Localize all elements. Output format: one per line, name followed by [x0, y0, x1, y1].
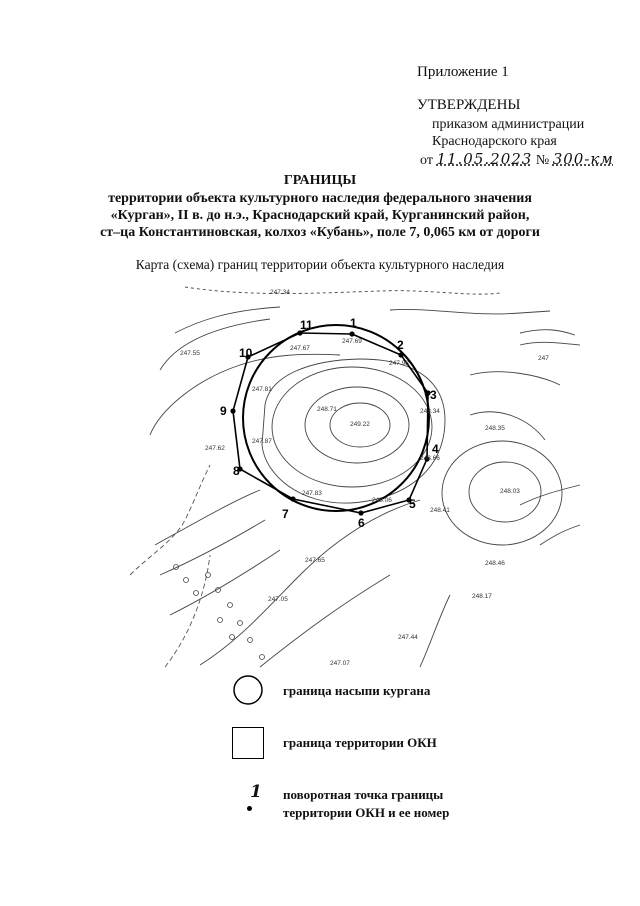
point-label-2: 2 [397, 338, 404, 352]
contour-lines [150, 287, 580, 667]
appendix-label: Приложение 1 [417, 64, 509, 80]
legend-mound-symbol [230, 675, 270, 707]
elevation-mark: 248.66 [420, 455, 440, 462]
elevation-mark: 247.83 [302, 490, 322, 497]
date-value: 11.05.2023 [436, 150, 533, 168]
elevation-mark: 247.34 [270, 289, 290, 296]
legend-point-label-1: поворотная точка границы [283, 787, 444, 802]
legend-point-symbol [240, 784, 260, 820]
title-line-1: территории объекта культурного наследия федерального значения [108, 191, 532, 206]
elevation-mark: 247.65 [305, 557, 325, 564]
number-value: 300-км [552, 150, 614, 168]
elevation-mark: 247.87 [252, 438, 272, 445]
order-date-line [420, 151, 614, 169]
point-label-3: 3 [430, 388, 437, 402]
elevation-mark: 247.81 [252, 386, 272, 393]
document-heading: ГРАНИЦЫ [283, 173, 357, 188]
elevation-mark: 248.03 [500, 488, 520, 495]
boundary-map [0, 275, 640, 670]
title-line-2: «Курган», II в. до н.э., Краснодарский край, Курганинский район, [110, 208, 530, 223]
elevation-mark: 247.07 [330, 660, 350, 667]
legend-territory-symbol [232, 727, 264, 759]
point-label-7: 7 [282, 507, 289, 521]
ditch-line-2 [165, 555, 210, 667]
elevation-mark: 247 [538, 355, 549, 362]
elevation-mark: 247.69 [342, 338, 362, 345]
order-line-2: Краснодарского края [432, 134, 557, 149]
approved-label: УТВЕРЖДЕНЫ [417, 97, 521, 113]
order-line-1: приказом администрации [432, 117, 585, 132]
elevation-mark: 247.44 [398, 634, 418, 641]
date-prefix: от [420, 153, 433, 168]
title-line-3: ст–ца Константиновская, колхоз «Кубань», поле 7, 0,065 км от дороги [100, 225, 540, 240]
elevation-mark: 248.06 [372, 497, 392, 504]
legend-mound-label: граница насыпи кургана [283, 683, 431, 698]
point-label-1: 1 [350, 316, 357, 330]
elevation-mark: 247.98 [389, 360, 409, 367]
elevation-mark: 247.05 [268, 596, 288, 603]
elevation-mark: 248.71 [317, 406, 337, 413]
map-caption: Карта (схема) границ территории объекта культурного наследия [135, 257, 505, 272]
point-label-5: 5 [409, 497, 416, 511]
elevation-mark: 248.41 [430, 507, 450, 514]
elevation-mark: 248.17 [472, 593, 492, 600]
elevation-mark: 247.55 [180, 350, 200, 357]
elevation-mark: 249.22 [350, 421, 370, 428]
elevation-mark: 248.34 [420, 408, 440, 415]
point-label-8: 8 [233, 464, 240, 478]
legend-point-number: 1 [250, 782, 262, 802]
tree-markers [174, 565, 265, 660]
number-prefix: № [535, 153, 550, 168]
legend-point-label-2: территории ОКН и ее номер [283, 805, 450, 820]
elevation-mark: 247.62 [205, 445, 225, 452]
ditch-line [130, 465, 210, 575]
elevation-mark: 248.46 [485, 560, 505, 567]
point-label-9: 9 [220, 404, 227, 418]
legend-point-dot [247, 806, 252, 811]
point-label-4: 4 [432, 442, 439, 456]
point-label-10: 10 [239, 346, 253, 360]
elevation-mark: 247.67 [290, 345, 310, 352]
point-label-11: 11 [300, 318, 313, 332]
point-label-6: 6 [358, 516, 365, 530]
legend-territory-label: граница территории ОКН [283, 735, 437, 750]
elevation-mark: 248.35 [485, 425, 505, 432]
